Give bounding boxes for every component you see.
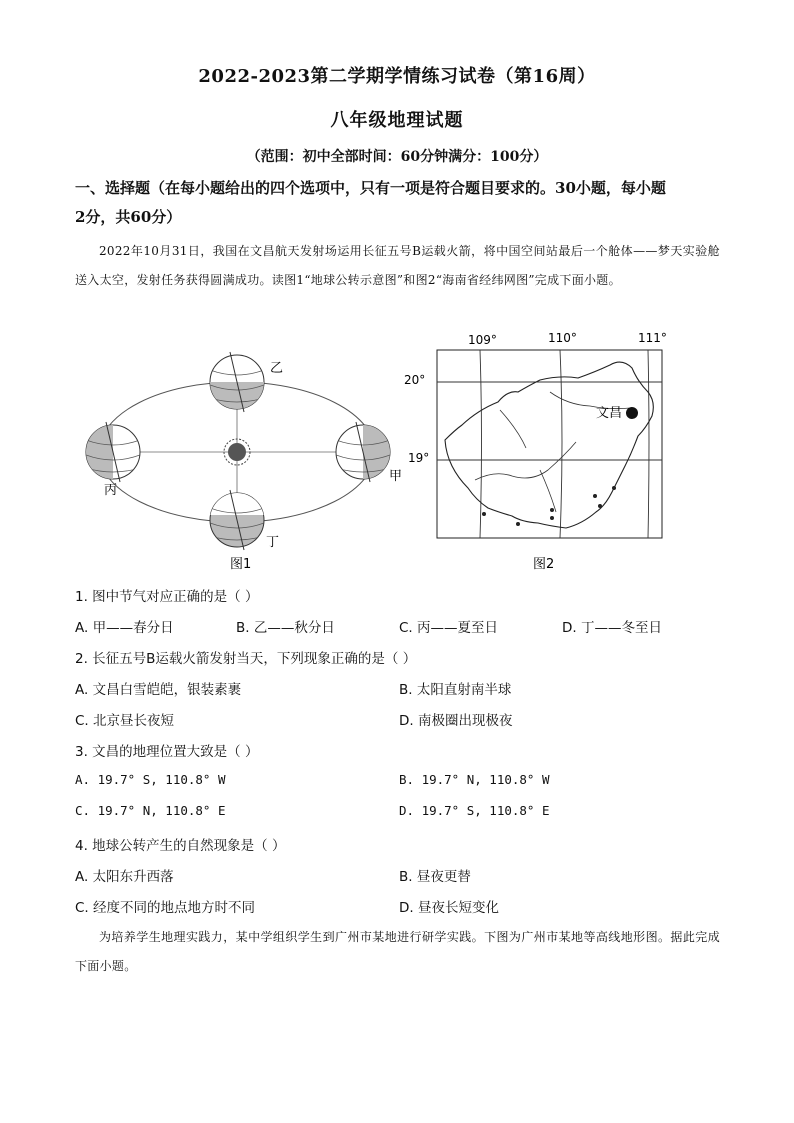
q2-option-b[interactable]: B. 太阳直射南半球 — [399, 682, 512, 698]
q4-option-a[interactable]: A. 太阳东升西落 — [75, 869, 174, 885]
q4-option-d[interactable]: D. 昼夜长短变化 — [399, 900, 499, 916]
exam-title: 2022-2023第二学期学情练习试卷（第16周） — [198, 66, 596, 87]
q1-option-b[interactable]: B. 乙——秋分日 — [236, 620, 335, 636]
earth-top-icon — [210, 352, 264, 412]
fig1-label-right: 甲 — [389, 469, 403, 484]
q3-option-a[interactable]: A. 19.7° S, 110.8° W — [75, 772, 226, 787]
exam-scope: （范围：初中全部时间：60分钟满分：100分） — [246, 149, 548, 165]
question-3-stem: 3. 文昌的地理位置大致是（ ） — [75, 744, 259, 760]
lat-label-19: 19° — [408, 451, 430, 465]
q2-option-a[interactable]: A. 文昌白雪皑皑，银装素裹 — [75, 682, 242, 698]
section-heading — [75, 174, 725, 232]
wenchang-marker-icon — [626, 407, 638, 419]
question-4-stem: 4. 地球公转产生的自然现象是（ ） — [75, 838, 286, 854]
lat-label-20: 20° — [404, 373, 426, 387]
lon-label-111: 111° — [638, 331, 667, 345]
q3-option-b[interactable]: B. 19.7° N, 110.8° W — [399, 772, 550, 787]
q3-option-c[interactable]: C. 19.7° N, 110.8° E — [75, 803, 226, 818]
q3-option-d[interactable]: D. 19.7° S, 110.8° E — [399, 803, 550, 818]
passage-2: 为培养学生地理实践力，某中学组织学生到广州市某地进行研学实践。下图为广州市某地等高线地形图。据此完成下面小题。 — [75, 930, 720, 973]
question-2-stem: 2. 长征五号B运载火箭发射当天，下列现象正确的是（ ） — [75, 651, 417, 667]
earth-left-icon — [86, 422, 140, 482]
exam-subtitle: 八年级地理试题 — [330, 110, 464, 131]
earth-right-icon — [336, 422, 391, 482]
fig1-caption: 图1 — [230, 557, 252, 572]
hainan-coastline — [445, 362, 653, 528]
passage-1: 2022年10月31日，我国在文昌航天发射场运用长征五号B运载火箭，将中国空间站最后一个舱体——梦天实验舱送入太空，发射任务获得圆满成功。读图1“地球公转示意图”和图2“海南省经纬网图”完成下面小题。 — [75, 244, 720, 287]
q4-option-c[interactable]: C. 经度不同的地点地方时不同 — [75, 900, 256, 916]
section-heading-line2: 2分，共60分） — [75, 208, 182, 226]
question-1-stem: 1. 图中节气对应正确的是（ ） — [75, 589, 259, 605]
lon-label-110: 110° — [548, 331, 577, 345]
q1-option-d[interactable]: D. 丁——冬至日 — [562, 620, 662, 636]
wenchang-label: 文昌 — [596, 406, 623, 421]
q1-option-a[interactable]: A. 甲——春分日 — [75, 620, 174, 636]
fig1-label-bottom: 丁 — [266, 535, 280, 550]
q2-option-c[interactable]: C. 北京昼长夜短 — [75, 713, 175, 729]
fig1-label-top: 乙 — [270, 361, 284, 376]
fig2-caption: 图2 — [533, 557, 555, 572]
fig1-label-left: 丙 — [104, 483, 118, 498]
lon-label-109: 109° — [468, 333, 497, 347]
q4-option-b[interactable]: B. 昼夜更替 — [399, 869, 471, 885]
figure-hainan-map — [400, 330, 670, 575]
figure-earth-revolution — [80, 340, 410, 575]
section-heading-line1: 一、选择题（在每小题给出的四个选项中，只有一项是符合题目要求的。30小题，每小题 — [75, 179, 666, 197]
q1-option-c[interactable]: C. 丙——夏至日 — [399, 620, 499, 636]
q2-option-d[interactable]: D. 南极圈出现极夜 — [399, 713, 513, 729]
earth-bottom-icon — [210, 490, 264, 550]
